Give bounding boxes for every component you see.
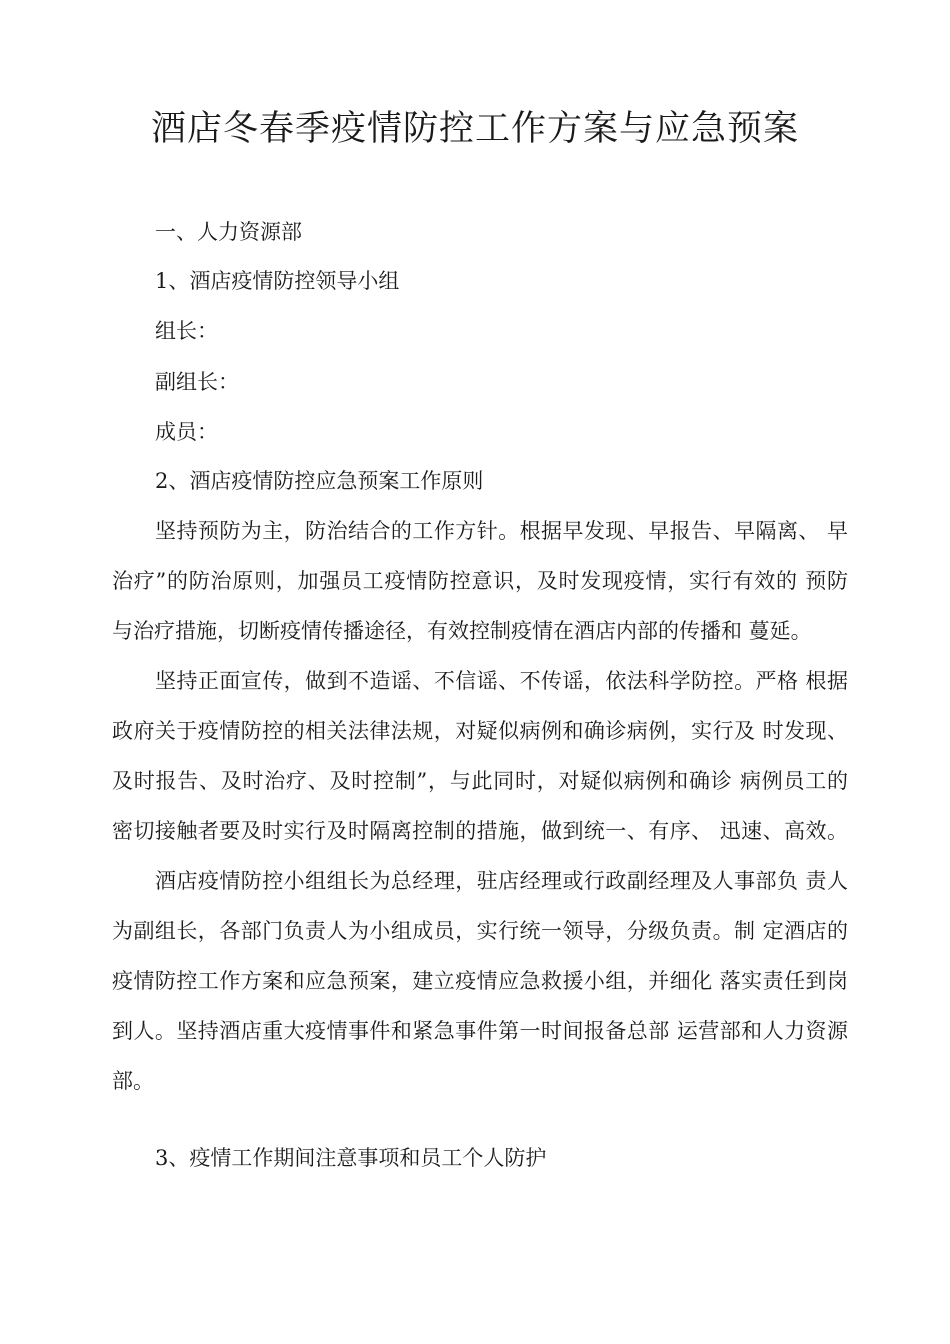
group-leader-label: 组长： (155, 319, 218, 343)
item-heading-principles: 2、酒店疫情防控应急预案工作原则 (155, 469, 484, 493)
item-heading-precautions: 3、疫情工作期间注意事项和员工个人防护 (155, 1146, 547, 1170)
paragraph-line: 部。 (112, 1069, 154, 1093)
paragraph-line: 坚持正面宣传，做到不造谣、不信谣、不传谣，依法科学防控。严格 根据 (155, 669, 848, 693)
paragraph-line: 密切接触者要及时实行及时隔离控制的措施，做到统一、有序、 迅速、高效。 (112, 819, 848, 843)
paragraph-line: 到人。坚持酒店重大疫情事件和紧急事件第一时间报备总部 运营部和人力资源 (112, 1019, 848, 1043)
section-heading-hr: 一、人力资源部 (155, 220, 302, 244)
item-heading-leadership-group: 1、酒店疫情防控领导小组 (155, 269, 400, 293)
members-label: 成员： (155, 420, 218, 444)
paragraph-line: 酒店疫情防控小组组长为总经理，驻店经理或行政副经理及人事部负 责人 (155, 869, 848, 893)
paragraph-line: 政府关于疫情防控的相关法律法规，对疑似病例和确诊病例，实行及 时发现、 (112, 719, 848, 743)
paragraph-line: 为副组长，各部门负责人为小组成员，实行统一领导，分级负责。制 定酒店的 (112, 919, 848, 943)
paragraph-line: 治疗”的防治原则，加强员工疫情防控意识，及时发现疫情，实行有效的 预防 (112, 569, 848, 593)
document-title: 酒店冬春季疫情防控工作方案与应急预案 (150, 109, 799, 149)
deputy-leader-label: 副组长： (155, 370, 239, 394)
paragraph-line: 及时报告、及时治疗、及时控制”，与此同时，对疑似病例和确诊 病例员工的 (112, 769, 848, 793)
paragraph-line: 坚持预防为主，防治结合的工作方针。根据早发现、早报告、早隔离、 早 (155, 519, 848, 543)
paragraph-line: 与治疗措施，切断疫情传播途径，有效控制疫情在酒店内部的传播和 蔓延。 (112, 619, 812, 643)
paragraph-line: 疫情防控工作方案和应急预案，建立疫情应急救援小组，并细化 落实责任到岗 (112, 969, 848, 993)
